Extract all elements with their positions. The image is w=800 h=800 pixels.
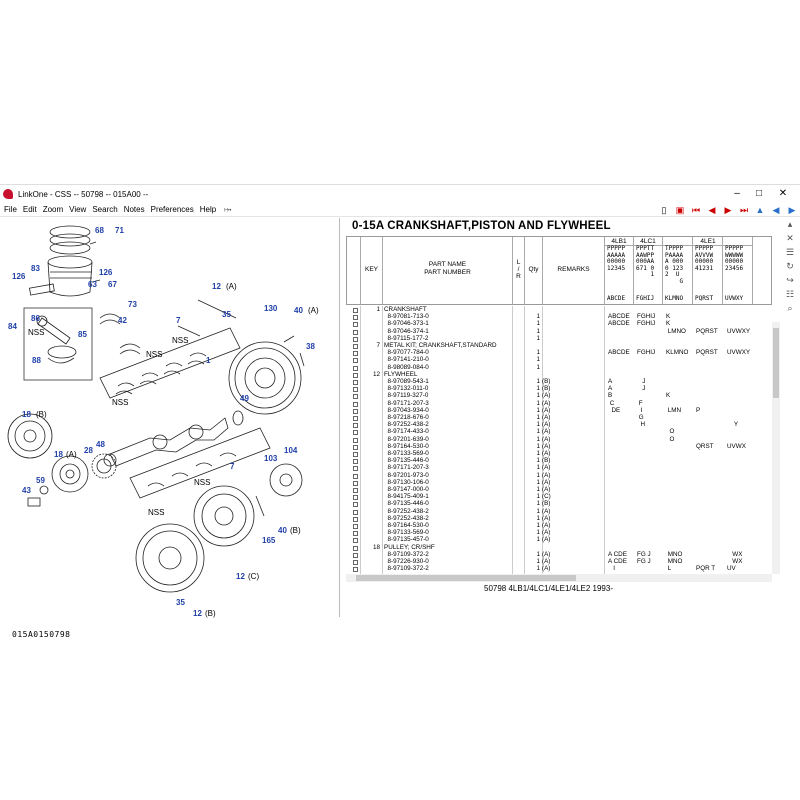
callout[interactable]: 7 [230,462,235,471]
cell-name: 8-97046-373-1 [384,320,429,328]
callout-variant: (A) [226,282,237,291]
cell-qty: 1 [536,385,540,393]
callout[interactable]: 43 [22,486,31,495]
close-panel-icon[interactable]: ✕ [786,233,794,243]
cell-name: 8-97174-433-0 [384,428,429,436]
header-part [383,237,513,304]
callout[interactable]: 73 [128,300,137,309]
code-col-4-bottom: PQRST [695,295,714,302]
cell-c1: A [608,378,613,385]
cell-qty: 1 [536,363,540,371]
callout[interactable]: 28 [84,446,93,455]
page-icon[interactable]: ▯ [661,204,667,215]
header-remarks [543,237,605,304]
cell-c2: H [637,421,646,429]
cell-c3: O [666,428,675,436]
cell-c3: KLMNO [666,349,689,357]
cell-qty: 1 [536,421,540,429]
cell-name: 8-97133-569-0 [384,450,429,457]
cell-rem: (A) [542,399,551,407]
callout[interactable]: 12 [193,609,202,618]
cell-rem: (A) [542,414,551,421]
callout[interactable]: 12 [212,282,221,291]
cell-name: 8-97135-457-0 [384,536,429,544]
menu-search[interactable]: Search [92,205,118,214]
cell-name: 8-97164-530-0 [384,442,429,450]
cell-name: PULLEY; CR/SHF [384,543,435,551]
cell-qty: 1 [536,313,540,321]
cell-qty: 1 [536,442,540,450]
cell-qty: 1 [536,320,540,328]
cell-qty: 1 [536,457,540,465]
callout[interactable]: 63 [88,280,97,289]
cell-qty: 1 [536,378,540,385]
cell-c1: A CDE [608,558,627,565]
cell-rem: (B) [542,500,551,508]
cell-c4: PQR T [696,565,716,573]
cell-name: 8-97218-676-0 [384,414,429,421]
cell-qty: 1 [536,399,540,407]
cell-rem: (A) [542,442,551,450]
callout-variant: (A) [308,306,319,315]
cell-name: 8-94175-409-1 [384,493,429,501]
callout[interactable]: 126 [12,272,26,281]
callout[interactable]: 59 [36,476,45,485]
cell-rem: (A) [542,450,551,457]
cell-rem: (A) [542,464,551,472]
cell-c2: FG J [637,558,651,565]
parts-table-body [346,306,772,574]
cell-name: 8-97252-438-2 [384,514,429,522]
cell-c5: UVWX [727,442,746,450]
cell-name: 8-97077-784-0 [384,349,429,357]
book-icon[interactable]: ▣ [675,204,685,215]
cell-c3: K [666,313,671,321]
cell-c1: I [608,565,615,573]
cell-name: 8-97046-374-1 [384,327,429,335]
cell-c3: MNO [666,550,683,558]
cell-qty: 1 [536,486,540,493]
cell-qty: 1 [536,414,540,421]
link-icon[interactable]: ↪ [786,275,794,285]
cell-c2: G [637,414,644,421]
cell-c1: A CDE [608,550,627,558]
cell-c4: QRST [696,442,714,450]
callout[interactable]: 68 [95,226,104,235]
cell-name: 8-97135-446-0 [384,500,429,508]
cell-c5: UVWXY [727,349,751,357]
cell-qty: 1 [536,550,540,558]
cell-name: 8-97109-372-2 [384,550,429,558]
cell-qty: 1 [536,536,540,544]
callout-variant: (B) [36,410,47,419]
header-qty [525,237,543,304]
cell-qty: 1 [536,493,540,501]
code-col-1-bottom: ABCDE [607,295,626,302]
horizontal-scrollbar[interactable] [346,574,772,582]
cell-key: 7 [376,342,380,349]
nss-label: NSS [172,336,189,345]
cell-name: 8-97252-438-2 [384,507,429,515]
pin-icon[interactable]: ⤠ [224,204,232,214]
cell-c1: A [608,385,613,393]
cell-qty: 1 [536,349,540,357]
cell-name: 8-97226-930-0 [384,558,429,565]
cell-name: 8-97081-713-0 [384,313,429,321]
cell-key: 18 [372,543,380,551]
code-col-3-text: TPPPP PAAAA A 000 0 123 2 U G [665,245,684,285]
cell-c2: J [637,385,646,393]
cell-qty: 1 [536,565,540,573]
cell-name: 8-97252-438-2 [384,421,429,429]
cell-c5: Y [727,421,739,429]
cell-c2: J [637,378,646,385]
cell-name: FLYWHEEL [384,370,418,378]
callout[interactable]: 84 [8,322,17,331]
header-lr-label: L / R [516,259,521,280]
callout[interactable]: 18 [54,450,63,459]
cell-name: 8-97089-543-1 [384,378,429,385]
callout[interactable]: 12 [236,572,245,581]
cell-name: 8-97115-177-2 [384,334,429,342]
cell-name: 8-97119-327-0 [384,392,429,400]
cell-rem: (A) [542,514,551,522]
cell-rem: (A) [542,507,551,515]
cell-c4: PQRST [696,327,718,335]
cell-c3: LMNO [666,327,686,335]
parts-list-pane [344,218,800,617]
cell-c2: FGHIJ [637,349,656,357]
cell-name: 8-98089-084-0 [384,363,429,371]
cell-rem: (A) [542,565,551,573]
cell-c3: MNO [666,558,683,565]
nss-label: NSS [146,350,163,359]
callout[interactable]: 88 [32,356,41,365]
cell-name: METAL KIT; CRANKSHAFT,STANDARD [384,342,497,349]
minimize-button[interactable]: – [734,188,740,199]
cell-qty: 1 [536,406,540,414]
code-col-1-text: PPPPP AAAAA 00000 12345 [607,245,626,272]
cell-c3: LMN [666,406,682,414]
cell-rem: (A) [542,471,551,479]
callout[interactable]: 48 [96,440,105,449]
group-header-4lc1: 4LC1 [634,237,663,246]
callout[interactable]: 40 [294,306,303,315]
cell-rem: (A) [542,550,551,558]
cell-c2: FGHIJ [637,313,656,321]
cell-qty: 1 [536,507,540,515]
cell-c5: WX [727,558,743,565]
exploded-diagram[interactable] [0,218,340,639]
cell-qty: 1 [536,478,540,486]
diagram-drawing [0,218,338,617]
cell-c2: FG J [637,550,651,558]
callout[interactable]: 49 [240,394,249,403]
vertical-scroll-thumb[interactable] [773,328,779,398]
table-row[interactable] [346,565,772,573]
cell-rem: (A) [542,421,551,429]
maximize-button[interactable]: □ [755,188,763,199]
close-button[interactable]: ✕ [778,188,788,199]
cell-name: 8-97147-000-0 [384,486,429,493]
callout-variant: (B) [205,609,216,618]
cell-name: 8-97043-934-0 [384,406,429,414]
diagram-code: 015A0150798 [12,630,71,639]
cell-qty: 1 [536,428,540,436]
side-toolbar [784,218,798,328]
header-part-name: PART NAME [428,261,467,268]
menu-zoom[interactable]: Zoom [42,205,64,214]
cell-c5: UVWXY [727,327,751,335]
callout[interactable]: 38 [306,342,315,351]
cell-qty: 1 [536,392,540,400]
linkone-logo-icon [3,189,13,199]
toolbar [654,203,798,217]
callout[interactable]: 103 [264,454,278,463]
cell-c4: P [696,406,701,414]
code-col-5-text: PPPPP WWWWW 00000 23456 [725,245,744,272]
horizontal-scroll-thumb[interactable] [356,575,576,581]
forward-icon[interactable]: ▶ [788,204,796,215]
header-remarks-label: REMARKS [557,266,590,273]
callout[interactable]: 85 [78,330,87,339]
cell-c1: C [608,399,615,407]
page-footer: 50798 4LB1/4LC1/4LE1/4LE2 1993- [484,584,613,593]
next-icon[interactable]: ▶ [724,204,732,215]
back-icon[interactable]: ◀ [772,204,780,215]
cell-c1: ABCDE [608,313,630,321]
callout[interactable]: 1 [206,356,211,365]
cell-c5: WX [727,550,743,558]
last-page-icon[interactable]: ⏭ [739,204,749,215]
callout[interactable]: 130 [264,304,278,313]
cell-c1: DE [608,406,621,414]
cell-key: 12 [372,370,380,378]
callout[interactable]: 35 [222,310,231,319]
callout-variant: (B) [290,526,301,535]
list-icon[interactable]: ☰ [785,247,795,257]
zoom-icon[interactable]: ⌕ [787,303,793,313]
cell-qty: 1 [536,464,540,472]
cell-rem: (B) [542,385,551,393]
cell-qty: 1 [536,435,540,443]
up-icon[interactable]: ▲ [755,204,765,215]
cell-rem: (A) [542,529,551,537]
cell-name: 8-97130-106-0 [384,478,429,486]
cell-name: 8-97109-372-2 [384,565,429,573]
vertical-scrollbar[interactable] [772,322,780,574]
cell-qty: 1 [536,356,540,364]
cell-name: 8-97201-973-0 [384,471,429,479]
cell-qty: 1 [536,529,540,537]
cell-name: 8-97201-639-0 [384,435,429,443]
cell-rem: (A) [542,486,551,493]
cell-name: 8-97135-446-0 [384,457,429,465]
cell-name: 8-97171-207-3 [384,399,429,407]
cell-c2: F [637,399,643,407]
callout[interactable]: 42 [118,316,127,325]
cell-qty: 1 [536,522,540,529]
cell-rem: (A) [542,558,551,565]
code-col-5-bottom: UVWXY [725,295,744,302]
cell-c3: L [666,565,672,573]
group-header-4lb1: 4LB1 [605,237,634,246]
callout[interactable]: 35 [176,598,185,607]
menu-edit[interactable]: Edit [22,205,37,214]
cell-name: 8-97171-207-3 [384,464,429,472]
header-select [347,237,361,304]
callout[interactable]: 7 [176,316,181,325]
callout[interactable]: 71 [115,226,124,235]
nss-label: NSS [194,478,211,487]
cell-rem: (B) [542,378,551,385]
callout[interactable]: 86 [31,314,40,323]
cell-rem: (A) [542,536,551,544]
cell-c1: B [608,392,613,400]
callout[interactable]: 40 [278,526,287,535]
menu-view[interactable]: View [69,205,87,214]
app-window [0,184,800,639]
scroll-up-icon[interactable]: ▴ [787,219,793,229]
title-bar [0,185,800,203]
window-title: LinkOne - CSS -- 50798 -- 015A00 -- [18,189,149,199]
cell-c3: K [666,320,671,328]
cell-name: CRANKSHAFT [384,306,427,313]
cell-qty: 1 [536,327,540,335]
header-key-label: KEY [364,266,378,273]
callout[interactable]: 165 [262,536,276,545]
nss-label: NSS [112,398,129,407]
cell-name: 8-97164-530-0 [384,522,429,529]
first-page-icon[interactable]: ⏮ [691,204,701,215]
callout[interactable]: 83 [31,264,40,273]
cell-c4: PQRST [696,349,718,357]
cell-c3: K [666,392,671,400]
cell-qty: 1 [536,450,540,457]
cell-key: 1 [376,306,380,313]
code-col-2-bottom: FGHIJ [636,295,655,302]
callout-variant: (A) [66,450,77,459]
cell-qty: 1 [536,471,540,479]
callout[interactable]: 18 [22,410,31,419]
cell-qty: 1 [536,514,540,522]
header-part-number: PART NUMBER [424,269,471,276]
cell-qty: 1 [536,334,540,342]
cell-name: 8-97133-569-0 [384,529,429,537]
rotate-icon[interactable]: ↻ [786,261,794,271]
cell-c5: UV [727,565,736,573]
cell-c2: FGHIJ [637,320,656,328]
row-checkbox[interactable] [353,567,358,572]
group-header-4le1: 4LE1 [663,237,753,246]
menu-help[interactable]: Help [199,205,217,214]
nss-label: NSS [148,508,165,517]
callout[interactable]: 104 [284,446,298,455]
header-key [361,237,383,304]
cell-c1: ABCDE [608,349,630,357]
menu-preferences[interactable]: Preferences [150,205,194,214]
code-col-4-text: PPPPP AVVVW 00000 41231 [695,245,714,272]
cell-qty: 1 [536,558,540,565]
nss-label: NSS [28,328,45,337]
cell-name: 8-97141-210-0 [384,356,429,364]
cell-rem: (B) [542,457,551,465]
cell-c1: ABCDE [608,320,630,328]
menu-file[interactable]: File [4,205,17,214]
page-title: 0-15A CRANKSHAFT,PISTON AND FLYWHEEL [352,220,611,232]
cell-c3: O [666,435,675,443]
header-qty-label: Qty [528,266,539,273]
cell-c2: I [637,406,643,414]
callout[interactable]: 126 [99,268,113,277]
cell-rem: (A) [542,406,551,414]
binoculars-icon[interactable]: ☷ [785,289,795,299]
code-col-2-text: PPPTT AAWPP 000AA 671 0 1 [636,245,655,278]
callout-variant: (C) [248,572,260,581]
previous-icon[interactable]: ◀ [708,204,716,215]
cell-qty: 1 [536,500,540,508]
cell-rem: (A) [542,478,551,486]
header-lr [513,237,525,304]
cell-name: 8-97132-011-0 [384,385,429,393]
callout[interactable]: 67 [108,280,117,289]
table-header [346,236,772,305]
cell-rem: (A) [542,428,551,436]
code-col-3-bottom: KLMNO [665,295,684,302]
menu-notes[interactable]: Notes [123,205,145,214]
cell-rem: (A) [542,435,551,443]
cell-rem: (C) [542,493,551,501]
cell-rem: (A) [542,392,551,400]
cell-rem: (A) [542,522,551,529]
